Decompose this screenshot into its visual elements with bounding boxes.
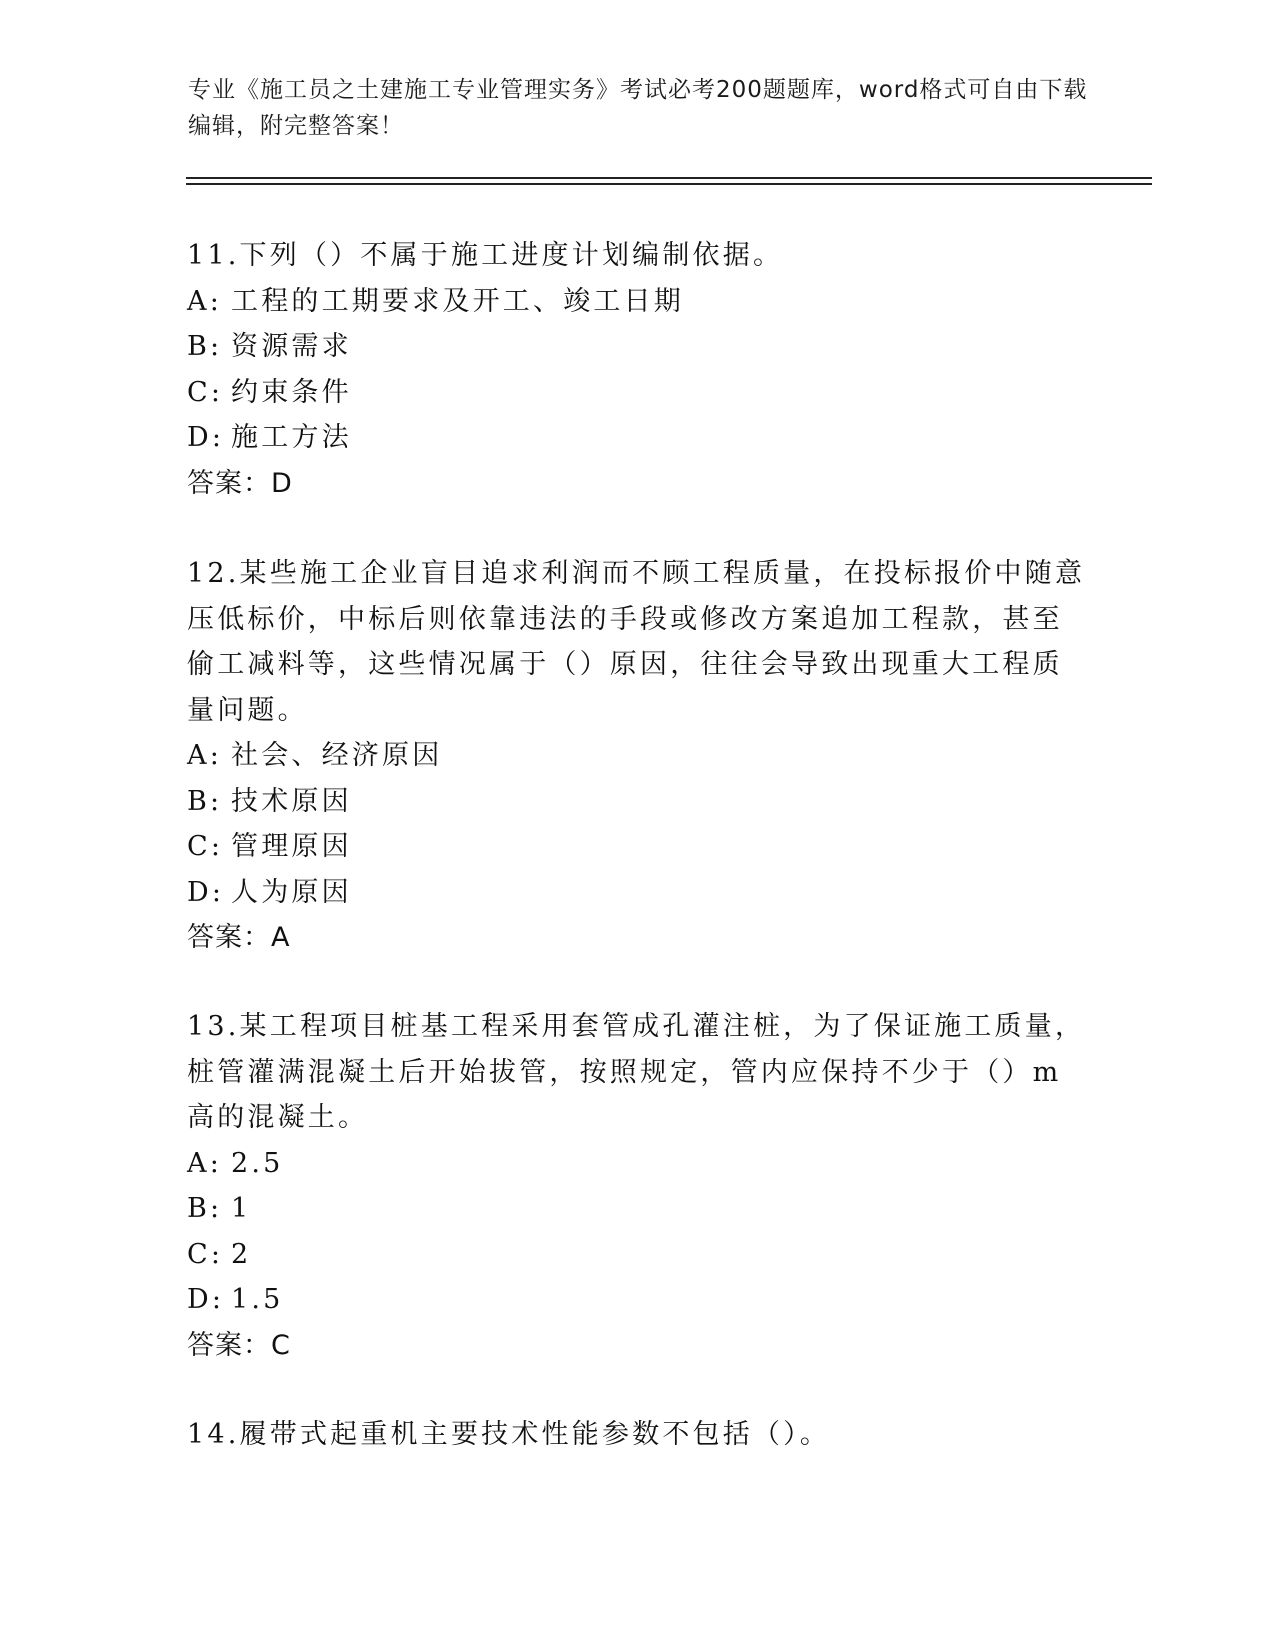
question-12 bbox=[187, 551, 1087, 961]
option-text: 约束条件 bbox=[231, 376, 352, 408]
option-text: 人为原因 bbox=[231, 876, 352, 908]
option-key: A: bbox=[187, 1147, 222, 1179]
answer-line: 答案：A bbox=[187, 922, 291, 953]
answer-line: 答案：D bbox=[187, 467, 293, 499]
option-text: 施工方法 bbox=[231, 422, 352, 453]
question-11 bbox=[187, 233, 1087, 506]
option-c bbox=[187, 824, 1087, 870]
option-key: A: bbox=[187, 285, 222, 317]
option-key: C: bbox=[187, 376, 224, 408]
option-key: B: bbox=[187, 1193, 223, 1224]
question-13 bbox=[187, 1004, 1087, 1368]
question-stem: 12.某些施工企业盲目追求利润而不顾工程质量，在投标报价中随意压低标价，中标后则依靠违法的手段或修改方案追加工程款，甚至偷工减料等，这些情况属于（）原因，往往会导致出现重大工程质量问题。 bbox=[187, 558, 1086, 726]
option-key: C: bbox=[187, 831, 224, 862]
option-a bbox=[187, 733, 1087, 779]
option-b bbox=[187, 779, 1087, 825]
option-d bbox=[187, 415, 1087, 461]
header-rule-bottom bbox=[186, 183, 1152, 185]
option-text: 1.5 bbox=[231, 1284, 284, 1315]
option-c bbox=[187, 1232, 1087, 1278]
document-header: 专业《施工员之土建施工专业管理实务》考试必考200题题库，word格式可自由下载编辑，附完整答案！ bbox=[188, 77, 1088, 139]
answer-line: 答案：C bbox=[187, 1329, 291, 1361]
option-text: 2 bbox=[231, 1238, 252, 1270]
question-stem: 14.履带式起重机主要技术性能参数不包括（）。 bbox=[187, 1419, 831, 1450]
question-stem: 13.某工程项目桩基工程采用套管成孔灌注桩，为了保证施工质量，桩管灌满混凝土后开始拔管，按照规定，管内应保持不少于（）m高的混凝土。 bbox=[187, 1011, 1086, 1133]
question-stem: 11.下列（）不属于施工进度计划编制依据。 bbox=[187, 240, 784, 271]
question-14 bbox=[187, 1412, 1087, 1458]
option-text: 技术原因 bbox=[231, 785, 352, 817]
option-key: D: bbox=[187, 422, 225, 453]
option-text: 1 bbox=[231, 1193, 252, 1224]
option-text: 管理原因 bbox=[231, 831, 352, 862]
option-b bbox=[187, 1186, 1087, 1232]
option-a bbox=[187, 1141, 1087, 1187]
option-text: 2.5 bbox=[231, 1147, 284, 1179]
option-d bbox=[187, 1277, 1087, 1323]
option-a bbox=[187, 279, 1087, 325]
option-d bbox=[187, 870, 1087, 916]
option-key: B: bbox=[187, 331, 223, 362]
option-key: D: bbox=[187, 876, 225, 908]
option-key: D: bbox=[187, 1284, 225, 1315]
option-text: 工程的工期要求及开工、竣工日期 bbox=[231, 285, 684, 317]
header-rule-top bbox=[186, 177, 1152, 179]
option-text: 社会、经济原因 bbox=[231, 740, 443, 771]
option-text: 资源需求 bbox=[231, 331, 352, 362]
option-key: A: bbox=[187, 740, 222, 771]
option-key: C: bbox=[187, 1238, 224, 1270]
option-b bbox=[187, 324, 1087, 370]
option-key: B: bbox=[187, 785, 223, 817]
option-c bbox=[187, 370, 1087, 416]
